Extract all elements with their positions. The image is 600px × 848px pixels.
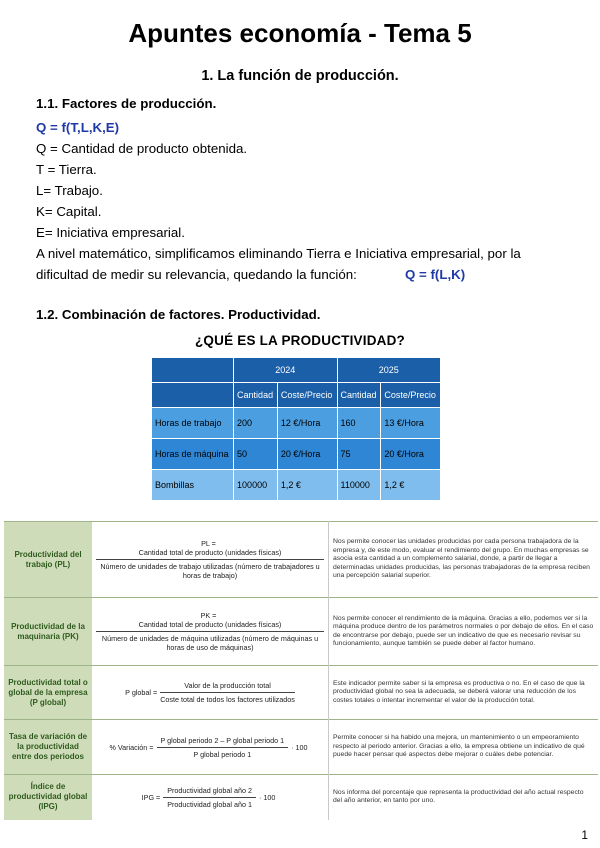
formula-row xyxy=(4,666,598,720)
formula-label: Productividad del trabajo (PL) xyxy=(4,522,92,598)
document-title: Apuntes economía - Tema 5 xyxy=(128,18,472,48)
table-cell: 50 xyxy=(234,439,278,470)
table-cell: 1,2 € xyxy=(381,470,441,501)
table-cell: 13 €/Hora xyxy=(381,408,441,439)
formula-multiplier: · 100 xyxy=(258,792,276,802)
formula-cell xyxy=(92,775,329,820)
formula-denominator: Número de unidades de trabajo utilizadas (número de trabajadores u horas de trabajo) xyxy=(100,562,320,581)
column-header: Cantidad xyxy=(234,383,278,408)
formula-cell xyxy=(92,666,329,720)
definition-line: T = Tierra. xyxy=(36,162,97,177)
formula-lhs: PL = xyxy=(201,539,216,549)
definition-line: K= Capital. xyxy=(36,204,102,219)
formula-row xyxy=(4,720,598,775)
table-cell: 1,2 € xyxy=(277,470,337,501)
year-header: 2025 xyxy=(337,358,441,383)
table-cell: 110000 xyxy=(337,470,381,501)
definition-line: E= Iniciativa empresarial. xyxy=(36,225,185,240)
table-cell: 160 xyxy=(337,408,381,439)
formula-denominator: P global periodo 1 xyxy=(193,749,252,759)
definition-line: Q = Cantidad de producto obtenida. xyxy=(36,141,248,156)
subsection-heading: 1.2. Combinación de factores. Productividad. xyxy=(36,307,321,322)
formula-row xyxy=(4,775,598,820)
formula-denominator: Productividad global año 1 xyxy=(167,799,252,809)
table-corner xyxy=(152,383,234,408)
column-header: Cantidad xyxy=(337,383,381,408)
table-cell: 20 €/Hora xyxy=(381,439,441,470)
row-label: Horas de trabajo xyxy=(152,408,234,439)
table-cell: 12 €/Hora xyxy=(277,408,337,439)
formula-denominator: Número de unidades de máquina utilizadas (número de máquinas u horas de uso de máquinas) xyxy=(101,634,319,653)
table-row xyxy=(152,439,441,470)
formula-numerator: Valor de la producción total xyxy=(160,681,295,693)
formula-cell xyxy=(92,522,329,598)
subsection-heading: 1.1. Factores de producción. xyxy=(36,96,217,111)
year-header: 2024 xyxy=(234,358,337,383)
formula-numerator: P global periodo 2 – P global periodo 1 xyxy=(157,736,289,748)
formula-lhs: P global = xyxy=(125,688,158,697)
formula-row xyxy=(4,522,598,598)
table-corner xyxy=(152,358,234,383)
section-heading: 1. La función de producción. xyxy=(201,68,399,84)
formula-row xyxy=(4,598,598,666)
formula-denominator: Coste total de todos los factores utilizados xyxy=(160,695,295,704)
productivity-table xyxy=(151,357,441,501)
table-cell: 200 xyxy=(234,408,278,439)
table-row xyxy=(152,470,441,501)
formula-lhs: PK = xyxy=(200,611,217,621)
formula-label: Productividad de la maquinaria (PK) xyxy=(4,598,92,666)
formula-description: Nos informa del porcentaje que representa la productividad del año actual respecto del año anterior, en tanto por uno. xyxy=(329,775,599,820)
row-label: Bombillas xyxy=(152,470,234,501)
formula-description: Este indicador permite saber si la empresa es productiva o no. En el caso de que la productividad global no sea la adecuada, se deberá valorar una reducción de los costes totales o intentar incrementar el valor de la producción total. xyxy=(329,666,599,720)
formula-lhs: % Variación = xyxy=(109,742,154,752)
formula-multiplier: · 100 xyxy=(291,742,308,752)
formula-lhs: IPG = xyxy=(141,792,161,802)
productivity-formulas-table xyxy=(4,521,598,820)
paragraph-line: dificultad de medir su relevancia, quedando la función: xyxy=(36,267,357,282)
table-title: ¿QUÉ ES LA PRODUCTIVIDAD? xyxy=(194,333,405,348)
formula-description: Permite conocer si ha habido una mejora, un mantenimiento o un empeoramiento respecto al periodo anterior. Gracias a ello, la empresa obtiene un indicativo de qué puede hacer pensar qué aspectos debe mejorar o cuáles debe potenciar. xyxy=(329,720,599,775)
row-label: Horas de máquina xyxy=(152,439,234,470)
formula-cell xyxy=(92,720,329,775)
formula-numerator: Cantidad total de producto (unidades físicas) xyxy=(96,548,324,560)
formula-numerator: Productividad global año 2 xyxy=(163,786,256,798)
formula-numerator: Cantidad total de producto (unidades físicas) xyxy=(96,620,324,632)
column-header: Coste/Precio xyxy=(277,383,337,408)
formula-cell xyxy=(92,598,329,666)
formula-label: Productividad total o global de la empresa (P global) xyxy=(4,666,92,720)
formula-label: Tasa de variación de la productividad entre dos periodos xyxy=(4,720,92,775)
table-cell: 20 €/Hora xyxy=(277,439,337,470)
formula-description: Nos permite conocer las unidades producidas por cada persona trabajadora de la empresa y, de este modo, evaluar el rendimiento del grupo. En muchas empresas se asocia esta cantidad a un complemento salarial, donde, a partir de llegar a determinadas unidades producidas, las personas trabajadoras de la empresa reciben una percepción salarial superior. xyxy=(329,522,599,598)
page-number: 1 xyxy=(581,828,588,842)
paragraph-line: A nivel matemático, simplificamos eliminando Tierra e Iniciativa empresarial, por la xyxy=(36,246,521,261)
table-row xyxy=(152,408,441,439)
formula-label: Índice de productividad global (IPG) xyxy=(4,775,92,820)
production-formula: Q = f(T,L,K,E) xyxy=(36,120,120,135)
simplified-formula: Q = f(L,K) xyxy=(405,267,466,282)
column-header: Coste/Precio xyxy=(381,383,441,408)
formula-description: Nos permite conocer el rendimiento de la máquina. Gracias a ello, podemos ver si la máquina produce dentro de los parámetros normales o por debajo de ellos. En el caso de encontrarse por debajo, puede ser un indicativo de que es necesario revisar su funcionamiento, aunque también se puede deber al factor humano. xyxy=(329,598,599,666)
table-cell: 75 xyxy=(337,439,381,470)
table-cell: 100000 xyxy=(234,470,278,501)
definition-line: L= Trabajo. xyxy=(36,183,103,198)
